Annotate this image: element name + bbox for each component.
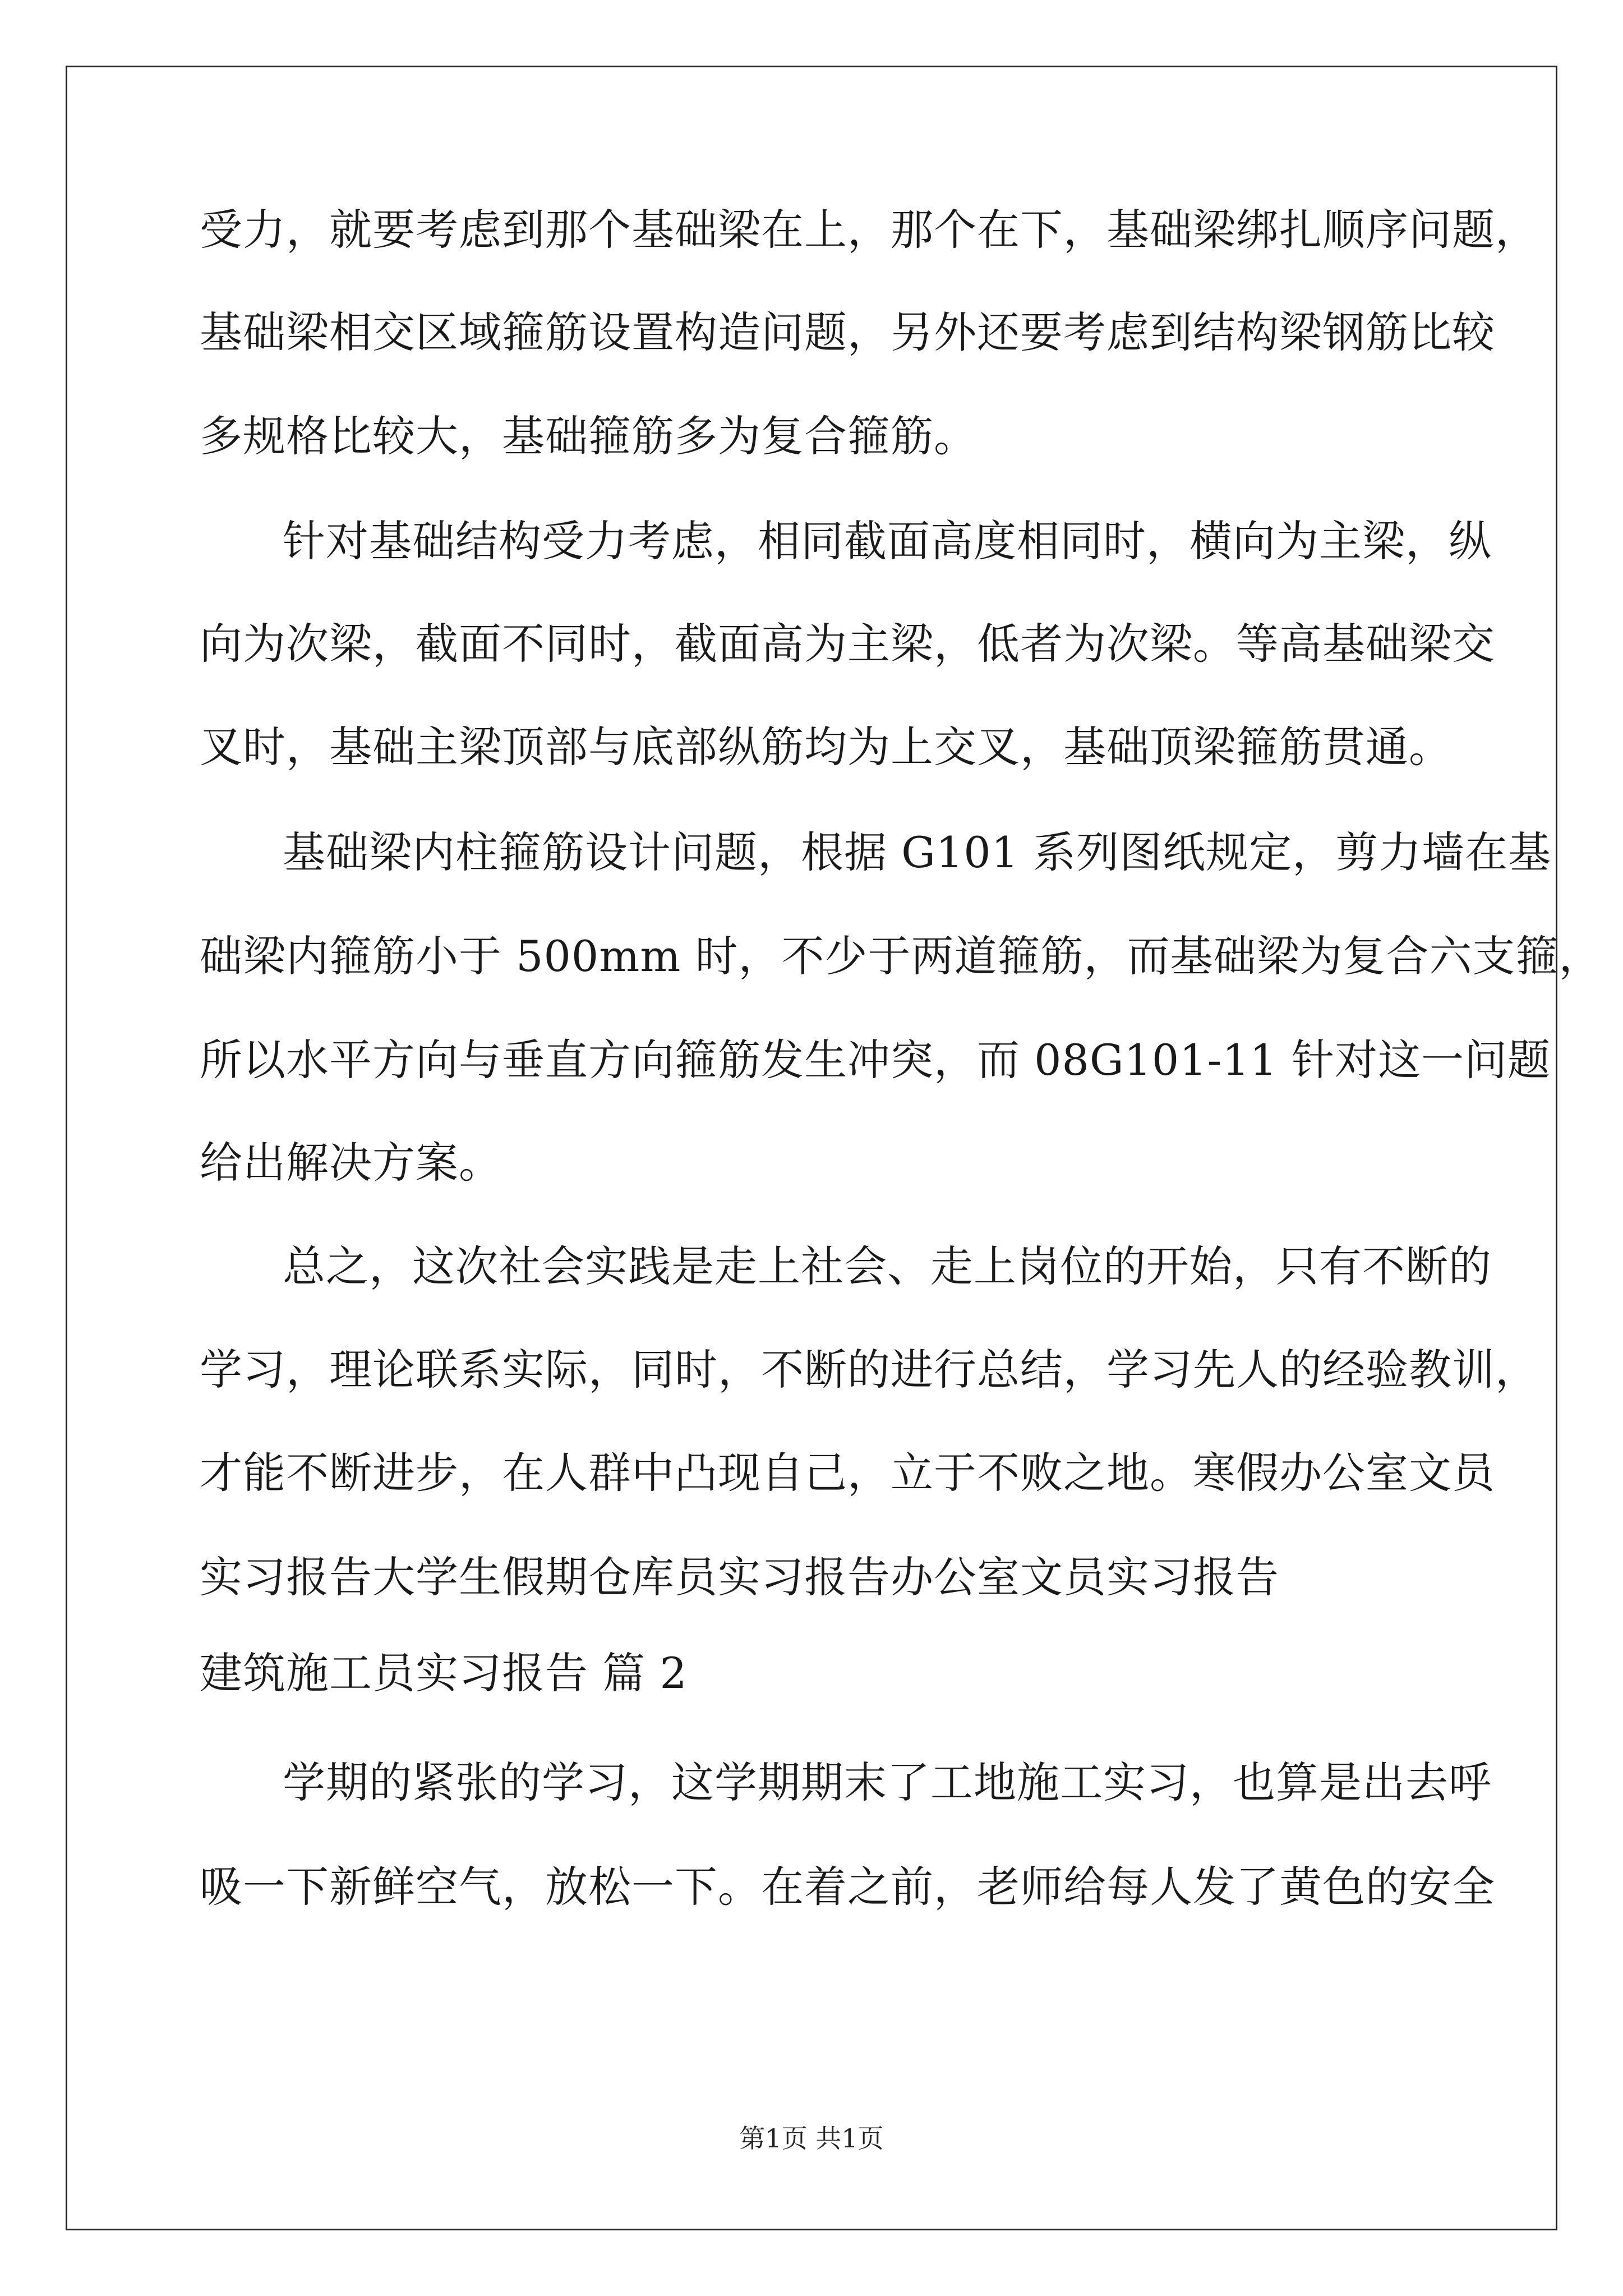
page-footer: 第1页 共1页 [739,2123,884,2154]
text-line: 受力，就要考虑到那个基础梁在上，那个在下，基础梁绑扎顺序问题， [200,205,1538,255]
text-line: 向为次梁，截面不同时，截面高为主梁，低者为次梁。等高基础梁交 [200,619,1495,669]
text-line: 吸一下新鲜空气，放松一下。在着之前，老师给每人发了黄色的安全 [200,1862,1495,1912]
text-line: 础梁内箍筋小于 500mm 时，不少于两道箍筋，而基础梁为复合六支箍， [200,931,1602,981]
text-line: 基础梁相交区域箍筋设置构造问题，另外还要考虑到结构梁钢筋比较 [200,307,1495,357]
text-line: 学习，理论联系实际，同时，不断的进行总结，学习先人的经验教训， [200,1345,1538,1395]
text-line: 给出解决方案。 [200,1138,502,1188]
text-line: 多规格比较大，基础箍筋多为复合箍筋。 [200,411,977,461]
paragraph-start-line: 针对基础结构受力考虑，相同截面高度相同时，横向为主梁，纵 [283,516,1492,566]
text-line: 叉时，基础主梁顶部与底部纵筋均为上交叉，基础顶梁箍筋贯通。 [200,722,1452,772]
paragraph-start-line: 总之，这次社会实践是走上社会、走上岗位的开始，只有不断的 [283,1241,1492,1291]
text-line: 实习报告大学生假期仓库员实习报告办公室文员实习报告 [200,1552,1279,1602]
paragraph-start-line: 学期的紧张的学习，这学期期末了工地施工实习，也算是出去呼 [283,1757,1492,1807]
text-line: 才能不断进步，在人群中凸现自己，立于不败之地。寒假办公室文员 [200,1448,1495,1498]
section-heading: 建筑施工员实习报告 篇 2 [200,1648,688,1698]
text-line: 所以水平方向与垂直方向箍筋发生冲突，而 08G101-11 针对这一问题 [200,1035,1551,1085]
paragraph-start-line: 基础梁内柱箍筋设计问题，根据 G101 系列图纸规定，剪力墙在基 [283,827,1552,877]
